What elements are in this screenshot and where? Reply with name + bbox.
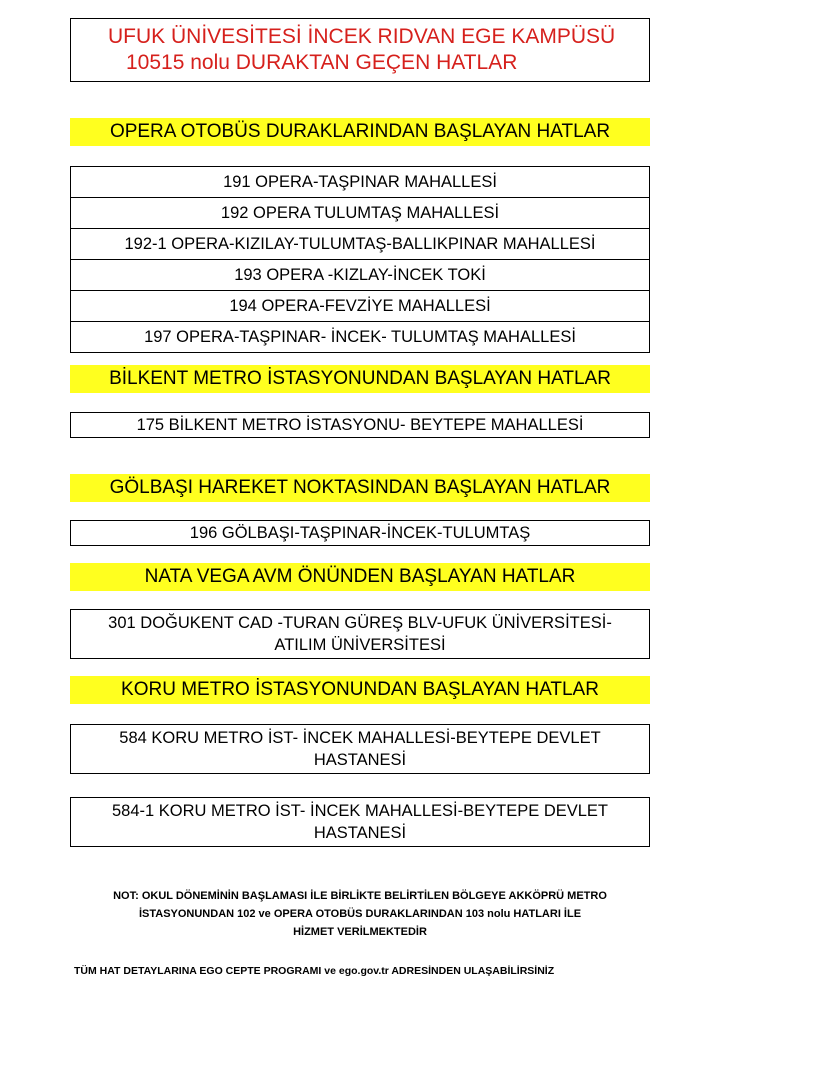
route-text-line: HASTANESİ	[313, 751, 407, 769]
route-text-line: ATILIM ÜNİVERSİTESİ	[274, 636, 446, 654]
title-box	[70, 18, 650, 82]
route-row: 193 OPERA -KIZLAY-İNCEK TOKİ	[71, 260, 649, 291]
route-text-line: HASTANESİ	[313, 824, 407, 842]
section-heading-golbasi: GÖLBAŞI HAREKET NOKTASINDAN BAŞLAYAN HATLAR	[70, 474, 650, 502]
section-heading-koru: KORU METRO İSTASYONUNDAN BAŞLAYAN HATLAR	[70, 676, 650, 704]
section-heading-bilkent: BİLKENT METRO İSTASYONUNDAN BAŞLAYAN HATLAR	[70, 365, 650, 393]
route-box-584	[70, 724, 650, 774]
route-row: 192 OPERA TULUMTAŞ MAHALLESİ	[71, 198, 649, 229]
opera-lines-table	[70, 166, 650, 353]
route-text-line: 584 KORU METRO İST- İNCEK MAHALLESİ-BEYTEPE DEVLET	[119, 729, 601, 747]
note-line: İSTASYONUNDAN 102 ve OPERA OTOBÜS DURAKLARINDAN 103 nolu HATLARI İLE	[138, 908, 582, 920]
title-line-2: 10515 nolu DURAKTAN GEÇEN HATLAR	[126, 51, 518, 74]
route-row: 194 OPERA-FEVZİYE MAHALLESİ	[71, 291, 649, 322]
route-text-line: 584-1 KORU METRO İST- İNCEK MAHALLESİ-BEYTEPE DEVLET	[111, 802, 609, 820]
route-box-584-1	[70, 797, 650, 847]
title-line-1: UFUK ÜNİVESİTESİ İNCEK RIDVAN EGE KAMPÜSÜ	[108, 25, 616, 48]
note-block	[70, 887, 650, 941]
section-heading-opera: OPERA OTOBÜS DURAKLARINDAN BAŞLAYAN HATLAR	[70, 118, 650, 146]
section-heading-natavega: NATA VEGA AVM ÖNÜNDEN BAŞLAYAN HATLAR	[70, 563, 650, 591]
route-box-175: 175 BİLKENT METRO İSTASYONU- BEYTEPE MAHALLESİ	[70, 412, 650, 438]
route-row: 197 OPERA-TAŞPINAR- İNCEK- TULUMTAŞ MAHALLESİ	[144, 328, 576, 346]
note-line: NOT: OKUL DÖNEMİNİN BAŞLAMASI İLE BİRLİKTE BELİRTİLEN BÖLGEYE AKKÖPRÜ METRO	[113, 890, 607, 902]
footer-text: TÜM HAT DETAYLARINA EGO CEPTE PROGRAMI ve ego.gov.tr ADRESİNDEN ULAŞABİLİRSİNİZ	[74, 965, 555, 977]
route-row: 192-1 OPERA-KIZILAY-TULUMTAŞ-BALLIKPINAR MAHALLESİ	[71, 229, 649, 260]
note-line: HİZMET VERİLMEKTEDİR	[293, 926, 427, 938]
route-box-196: 196 GÖLBAŞI-TAŞPINAR-İNCEK-TULUMTAŞ	[70, 520, 650, 546]
route-text-line: 301 DOĞUKENT CAD -TURAN GÜREŞ BLV-UFUK ÜNİVERSİTESİ-	[108, 614, 612, 632]
route-row: 191 OPERA-TAŞPINAR MAHALLESİ	[71, 167, 649, 198]
route-box-301	[70, 609, 650, 659]
